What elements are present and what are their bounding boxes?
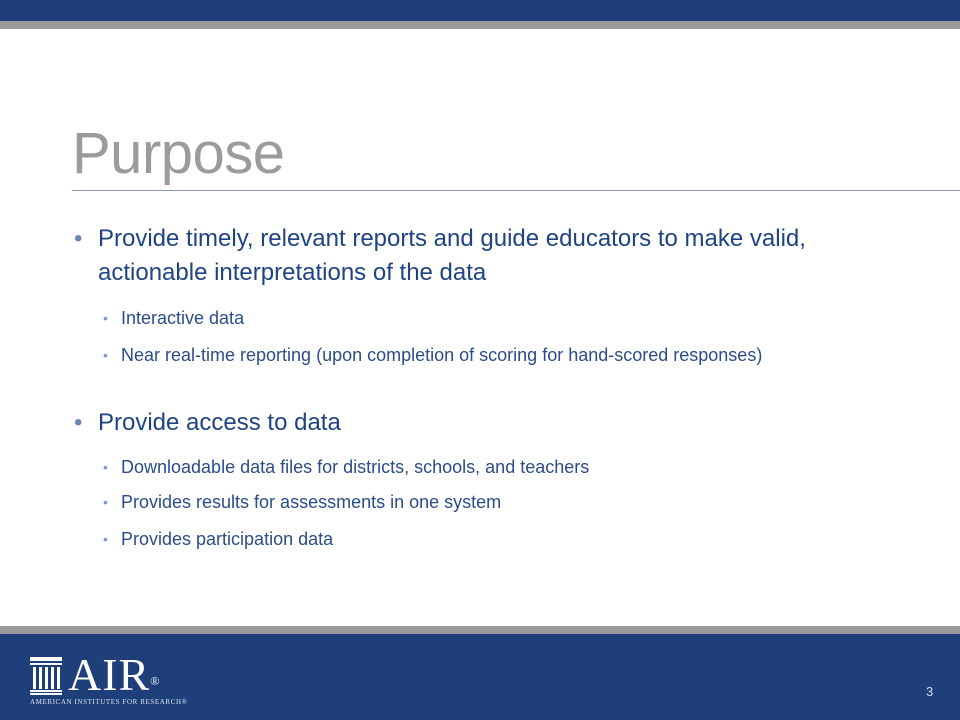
bullet-dot-icon: • — [103, 310, 108, 326]
bullet-dot-icon: • — [103, 494, 108, 510]
top-banner — [0, 0, 960, 21]
title-underline — [72, 190, 960, 191]
logo-tagline-mark: ® — [181, 698, 188, 706]
sub-bullet-text: Provides results for assessments in one system — [121, 492, 502, 512]
sub-bullet-text: Downloadable data files for districts, schools, and teachers — [121, 457, 590, 477]
sub-bullet-text: Interactive data — [121, 308, 245, 328]
page-number: 3 — [926, 684, 934, 699]
sub-bullet-item — [103, 342, 881, 368]
logo-wordmark — [68, 651, 160, 699]
sub-bullet-item — [103, 454, 881, 480]
air-logo — [30, 649, 200, 707]
sub-bullet-item — [103, 489, 881, 515]
building-columns-icon — [30, 657, 62, 695]
sub-bullet-text: Provides participation data — [121, 529, 334, 549]
logo-tagline — [30, 698, 188, 706]
sub-bullet-item — [103, 305, 881, 331]
logo-tagline-text: AMERICAN INSTITUTES FOR RESEARCH — [30, 698, 182, 706]
sub-bullet-item — [103, 526, 881, 552]
bullet-item — [74, 406, 898, 440]
bullet-dot-icon: • — [103, 347, 108, 363]
bottom-divider — [0, 626, 960, 634]
bullet-dot-icon: • — [74, 409, 83, 436]
bullet-dot-icon: • — [103, 531, 108, 547]
slide-title: Purpose — [72, 121, 285, 186]
bullet-item — [74, 222, 898, 290]
bullet-text: Provide timely, relevant reports and guide educators to make valid, actionable interpretations of the data — [98, 225, 806, 286]
sub-bullet-text: Near real-time reporting (upon completion of scoring for hand-scored responses) — [121, 345, 763, 365]
bullet-dot-icon: • — [74, 225, 83, 252]
top-divider — [0, 21, 960, 29]
bullet-dot-icon: • — [103, 459, 108, 475]
registered-mark: ® — [150, 674, 161, 688]
bullet-text: Provide access to data — [98, 409, 341, 436]
logo-text: AIR — [68, 649, 151, 700]
